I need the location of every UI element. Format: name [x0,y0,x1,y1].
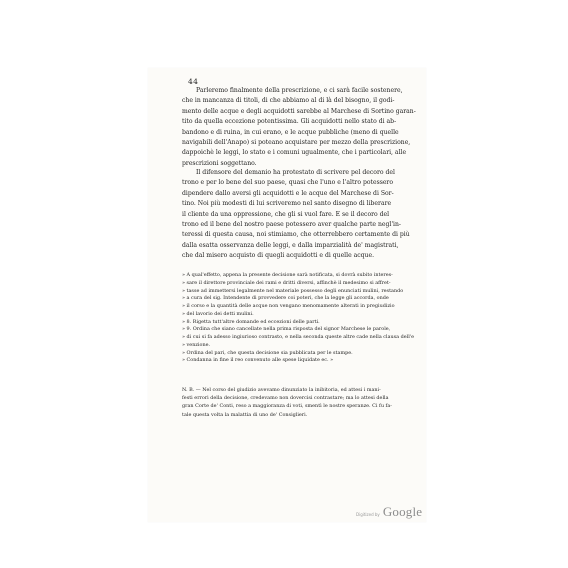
google-logo: Google [382,504,423,519]
quote-line: » del lavorio dei detti mulini. [182,310,254,317]
text-line: Il difensore del demanio ha protestato di scrivere pel decoro del [196,169,395,176]
quote-line: » 9. Ordina che siano cancellate nella prima risposta del signor Marchese le parole, [182,326,391,333]
quote-line: » a cura del sig. Intendente di provvedere coi poteri, che la legge gli accorda, onde [182,295,389,302]
digitized-watermark [356,504,422,520]
text-line: navigabili dell'Anapo) si poteano acquistare per mezzo della prescrizione, [182,139,411,147]
quote-line: » 8. Rigetta tutt'altre domande ed eccezioni delle parti. [182,318,320,325]
text-line: Parleremo finalmente della prescrizione, e ci sarà facile sostenere, [196,87,403,94]
quote-line: » Ordina del pari, che questa decisione sia pubblicata per le stampe. [182,349,353,356]
text-line: mento delle acque e degli acquidotti sarebbe al Marchese di Sortino garan- [182,107,416,115]
scanned-page [148,68,426,522]
quote-line: » il corso e la quantità delle acque non vengano menomamente alterati in pregiudizio [182,303,395,309]
nota-bene [182,386,392,419]
note-line: festi errori della decisione, credevamo non dovercisi contrastare; ma lo attesi della [182,395,389,402]
quote-line: » di cui si fa adesso ingiurioso contrasto, e nella seconda queste altre cade nella clausa dell'e [182,334,415,340]
paragraph-demanio [182,168,410,262]
text-line: dalla esatta osservanza delle leggi, e dalla imparzialità de' magistrati, [182,241,399,249]
paragraph-prescription [182,86,416,169]
text-line: teressi di questa causa, noi stimiamo, che otterrebbero certamente di più [182,231,410,239]
quote-line: » tasse ad immettersi legalmente nel materiale possesso degli enunciati mulini, restando [182,287,404,294]
watermark-prefix: Digitized by [356,512,380,517]
note-line: tale questa volta la malattia di uno de' Consiglieri. [182,411,308,418]
text-line: trono e per lo bene del suo paese, quasi che l'uno e l'altro potessero [182,179,394,187]
text-line: il cliente da una oppressione, che gli si vuol fare. E se il decoro del [182,210,390,218]
text-line: dipendere dallo aversi gli acquidotti e le acque del Marchese di Sor- [182,189,394,197]
quote-line: » sare il direttore provinciale dei rami e dritti diversi, affinchè il medesimo si affret- [182,279,391,286]
text-line: che dal misero acquisto di quegli acquidotti e di quelle acque. [182,252,375,260]
text-line: tino. Noi più modesti di lui scriveremo nel santo disegno di liberare [182,200,392,208]
text-line: prescrizioni soggettano. [182,159,257,167]
text-line: tito da quella eccezione potentissima. Gli acquidotti nello stato di ab- [182,118,397,126]
text-line: bandono e di ruina, in cui erano, e le acque pubbliche (meno di quelle [182,128,399,136]
text-line: trono ed il bene del nostro paese potessero aver qualche parte negl'in- [182,221,401,229]
quote-line: » venzione. [182,341,211,348]
quote-line: » Condanna in fine il reo convenuto alle spese liquidate ec. » [182,357,334,364]
decision-quote [182,272,415,365]
page-number: 44 [188,77,199,86]
text-line: dappoichè le leggi, lo stato e i comuni ugualmente, che i particolari, alle [182,149,407,157]
text-line: che in mancanza di titoli, di che abbiamo al di là del bisogno, il godi- [182,97,395,105]
quote-line: » A qual'effetto, appena la presente decisione sarà notificata, si dovrà subito interes- [182,272,393,278]
note-line: gran Corte de' Conti, reso a maggioranza di voti, smentì le nostre speranze. Ci fu fa- [182,403,392,410]
note-line: N. B. — Nel corso del giudizio avevamo dinunziato la inibitoria, ed attesi i mani- [182,387,381,393]
